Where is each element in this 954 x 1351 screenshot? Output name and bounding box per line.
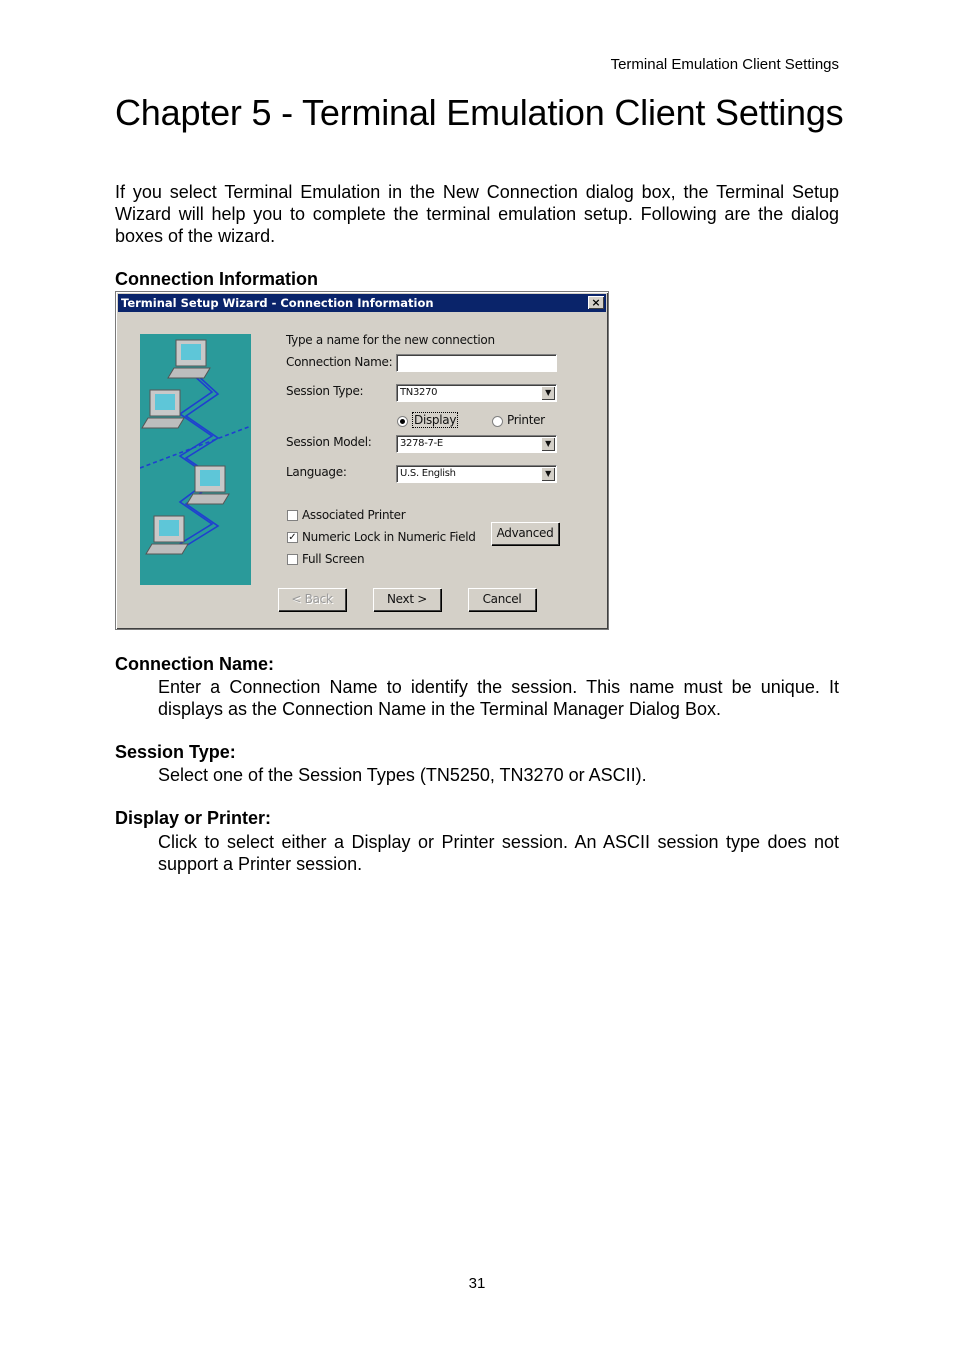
advanced-button[interactable]: Advanced xyxy=(491,522,559,545)
section-heading-display-printer: Display or Printer: xyxy=(115,808,272,828)
section-heading-session-type: Session Type: xyxy=(115,742,236,762)
next-button[interactable]: Next > xyxy=(373,588,441,611)
radio-display[interactable] xyxy=(397,416,408,427)
language-label: Language: xyxy=(286,465,347,479)
dialog-titlebar xyxy=(118,294,606,312)
session-model-dropdown[interactable] xyxy=(396,435,557,453)
connection-name-label: Connection Name: xyxy=(286,355,393,369)
network-computers-icon xyxy=(140,334,251,585)
connection-name-input[interactable] xyxy=(396,354,557,372)
checkbox-numeric-lock[interactable]: ✓ xyxy=(288,532,297,543)
figure-heading: Connection Information xyxy=(115,269,318,289)
checkbox-associated-printer-label[interactable]: Associated Printer xyxy=(302,508,406,522)
section-text-display-printer: Click to select either a Display or Printer session. An ASCII session type does not support a Printer session. xyxy=(158,832,839,874)
checkbox-full-screen-label[interactable]: Full Screen xyxy=(302,552,365,566)
close-icon[interactable]: × xyxy=(588,296,604,309)
chapter-title: Chapter 5 - Terminal Emulation Client Settings xyxy=(115,92,844,133)
chevron-down-icon[interactable]: ▼ xyxy=(541,467,555,481)
session-model-label: Session Model: xyxy=(286,435,372,449)
wizard-dialog-screenshot xyxy=(115,291,609,630)
chevron-down-icon[interactable]: ▼ xyxy=(541,437,555,451)
intro-paragraph: If you select Terminal Emulation in the New Connection dialog box, the Terminal Setup Wizard will help you to complete the terminal emulation setup. Following are the dialog boxes of the wizard. xyxy=(115,182,839,246)
session-type-label: Session Type: xyxy=(286,384,364,398)
back-button[interactable]: < Back xyxy=(278,588,346,611)
wizard-network-illustration xyxy=(140,334,251,585)
dialog-prompt: Type a name for the new connection xyxy=(286,333,495,347)
radio-display-label[interactable]: Display xyxy=(414,413,457,427)
session-model-value: 3278-7-E xyxy=(400,438,443,449)
section-heading-connection-name: Connection Name: xyxy=(115,654,275,674)
cancel-button[interactable]: Cancel xyxy=(468,588,536,611)
radio-printer-label[interactable]: Printer xyxy=(507,413,545,427)
chevron-down-icon[interactable]: ▼ xyxy=(541,386,555,400)
section-text-session-type: Select one of the Session Types (TN5250, TN3270 or ASCII). xyxy=(158,765,647,785)
dialog-title: Terminal Setup Wizard - Connection Information xyxy=(121,296,434,310)
language-dropdown[interactable] xyxy=(396,465,557,483)
session-type-value: TN3270 xyxy=(400,387,438,398)
checkbox-associated-printer[interactable] xyxy=(287,510,298,521)
language-value: U.S. English xyxy=(400,468,456,479)
session-type-dropdown[interactable] xyxy=(396,384,557,402)
running-header: Terminal Emulation Client Settings xyxy=(610,56,839,73)
section-text-connection-name: Enter a Connection Name to identify the session. This name must be unique. It displays as the Connection Name in the Terminal Manager Dialog Box. xyxy=(158,677,839,719)
radio-printer[interactable] xyxy=(492,416,503,427)
checkbox-numeric-lock-label[interactable]: Numeric Lock in Numeric Field xyxy=(302,530,476,544)
page-number: 31 xyxy=(468,1275,486,1292)
checkbox-full-screen[interactable] xyxy=(287,554,298,565)
